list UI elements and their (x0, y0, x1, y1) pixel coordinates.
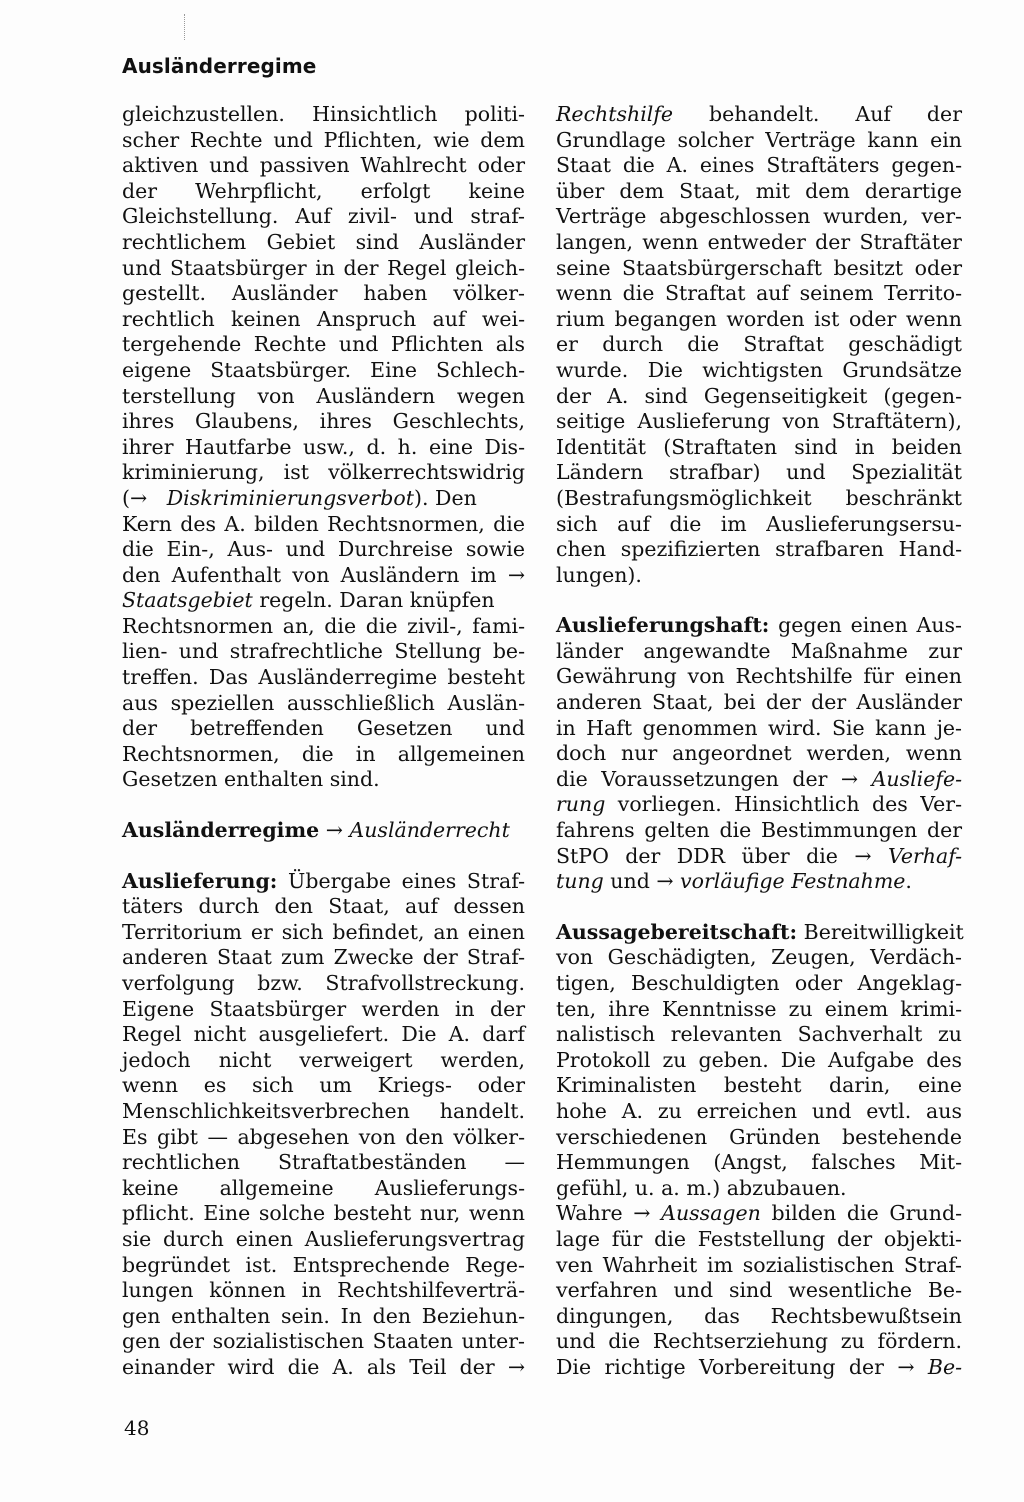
entry-headword: Aussagebereitschaft: (556, 919, 798, 944)
text-line: und Staatsbürger in der Regel gleich- (122, 255, 525, 280)
text-line: treffen. Das Ausländerregime besteht (122, 665, 525, 690)
text-line-with-reference (122, 486, 525, 512)
entry-headword: Auslieferung: (122, 868, 278, 893)
text-line: länder angewandte Maßnahme zur (556, 638, 962, 663)
page-number: 48 (124, 1416, 150, 1440)
text-fragment: vorliegen. Hinsichtlich des Ver- (605, 792, 962, 817)
cross-reference-link[interactable]: Verhaf- (887, 843, 962, 868)
text-line: der A. sind Gegenseitigkeit (gegen- (556, 383, 962, 408)
text-line: Verträge abgeschlossen wurden, ver- (556, 204, 962, 229)
text-line: pflicht. Eine solche besteht nur, wenn (122, 1201, 525, 1226)
text-line: Gewährung von Rechtshilfe für einen (556, 664, 962, 689)
text-line: die Ein-, Aus- und Durchreise sowie (122, 537, 525, 562)
text-line: ihrer Hautfarbe usw., d. h. eine Dis- (122, 434, 525, 459)
text-line (122, 818, 525, 844)
cross-reference-link[interactable]: vorläufige Festnahme (680, 869, 906, 894)
text-fragment: ). Den (414, 485, 477, 510)
text-line: über dem Staat, mit dem derartige (556, 178, 962, 203)
left-column (122, 102, 525, 1381)
text-line: langen, wenn entweder der Straftäter (556, 229, 962, 254)
text-line: kriminierung, ist völkerrechtswidrig (122, 460, 525, 485)
text-line: nalistisch relevanten Sachverhalt zu (556, 1022, 962, 1047)
entry-auslieferungshaft (556, 613, 962, 895)
text-line: scher Rechte und Pflichten, wie dem (122, 127, 525, 152)
text-line: anderen Staat, bei der der Ausländer (556, 690, 962, 715)
text-line-with-reference (556, 869, 962, 895)
text-fragment: regeln. Daran knüpfen (252, 588, 495, 613)
text-line: Territorium er sich befindet, an einen (122, 919, 525, 944)
text-fragment: gegen einen Aus- (769, 613, 962, 638)
text-line: rechtlichen Straftatbeständen — (122, 1150, 525, 1175)
text-line: gen der sozialistischen Staaten unter- (122, 1329, 525, 1354)
text-line: der Wehrpflicht, erfolgt keine (122, 178, 525, 203)
text-line: hohe A. zu erreichen und evtl. aus (556, 1098, 962, 1123)
text-line: er durch die Straftat geschädigt (556, 332, 962, 357)
text-line: anderen Staat zum Zwecke der Straf- (122, 945, 525, 970)
text-line: tigen, Beschuldigten oder Angeklag- (556, 971, 962, 995)
text-line: Protokoll zu geben. Die Aufgabe des (556, 1047, 962, 1072)
text-line: lungen). (556, 562, 642, 587)
text-line: verschiedenen Gründen bestehende (556, 1124, 962, 1149)
text-line: einander wird die A. als Teil der → (122, 1354, 525, 1379)
cross-reference-link[interactable]: Staatsgebiet (122, 588, 253, 613)
cross-reference-link[interactable]: rung (556, 792, 606, 817)
text-line-with-reference (556, 844, 962, 870)
text-line: Regel nicht ausgeliefert. Die A. darf (122, 1022, 525, 1047)
text-line: ten, ihre Kenntnisse zu einem krimi- (556, 996, 962, 1021)
cross-reference-link[interactable]: tung (556, 869, 604, 894)
entry-aussagebereitschaft (556, 920, 962, 1381)
text-line: Eigene Staatsbürger werden in der (122, 996, 525, 1021)
text-line (556, 920, 962, 946)
text-line: und die Rechtserziehung zu fördern. (556, 1329, 962, 1354)
ref-arrow: (→ (122, 485, 148, 510)
text-line: der betreffenden Gesetzen und (122, 716, 525, 741)
text-line: sie durch einen Auslieferungsvertrag (122, 1226, 525, 1251)
text-line: gestellt. Ausländer haben völker- (122, 281, 525, 306)
text-fragment: . (905, 869, 912, 894)
cross-reference-link[interactable]: Ausländerrecht (349, 818, 510, 843)
ref-arrow: → (319, 818, 350, 843)
text-line: Gleichstellung. Auf zivil- und straf- (122, 204, 525, 229)
cross-reference-link[interactable]: Rechtshilfe (556, 102, 674, 126)
text-line: rechtlich keinen Anspruch auf wei- (122, 306, 525, 331)
text-line-with-reference (556, 792, 962, 818)
text-line: verfahren und sind wesentliche Be- (556, 1278, 962, 1303)
text-line: Rechtsnormen an, die die zivil-, fami- (122, 613, 525, 638)
text-line: sich auf die im Auslieferungsersu- (556, 511, 962, 536)
text-line-with-reference (556, 1201, 962, 1227)
text-line: doch nur angeordnet werden, wenn (556, 741, 962, 766)
text-line: seitige Auslieferung von Straftätern), (556, 409, 962, 434)
running-head: Ausländerregime (122, 54, 317, 78)
text-line-with-reference (122, 588, 525, 614)
text-line: verfolgung bzw. Strafvollstreckung. (122, 971, 525, 995)
text-line: Rechtsnormen, die in allgemeinen (122, 741, 525, 766)
text-fragment: Übergabe eines Straf- (277, 868, 525, 893)
cross-reference-link[interactable]: Aussagen (661, 1201, 761, 1226)
entry-auslieferung (122, 869, 525, 1381)
text-line: Kriminalisten besteht darin, eine (556, 1073, 962, 1098)
text-line: rechtlichem Gebiet sind Ausländer (122, 229, 525, 254)
text-line: gen enthalten sein. In den Beziehun- (122, 1303, 525, 1328)
text-line: begründet ist. Entsprechende Rege- (122, 1252, 525, 1277)
text-line: lungen können in Rechtshilfeverträ- (122, 1278, 525, 1303)
text-line: ven Wahrheit im sozialistischen Straf- (556, 1252, 962, 1277)
text-line: keine allgemeine Auslieferungs- (122, 1175, 525, 1200)
text-line: Kern des A. bilden Rechtsnormen, die (122, 511, 525, 536)
text-line: lage für die Feststellung der objekti- (556, 1226, 962, 1251)
text-line: tergehende Rechte und Pflichten als (122, 332, 525, 357)
text-line: terstellung von Ausländern wegen (122, 383, 525, 408)
text-line: Ländern strafbar) und Spezialität (556, 460, 962, 485)
text-line: gefühl, u. a. m.) abzubauen. (556, 1175, 847, 1200)
text-line: wenn die Straftat auf seinem Territo- (556, 281, 962, 306)
text-line: ihres Glaubens, ihres Geschlechts, (122, 409, 525, 434)
entry-headword: Ausländerregime (122, 818, 320, 843)
text-fragment: Bereitwilligkeit (797, 919, 964, 944)
cross-reference-link[interactable]: Be- (927, 1354, 962, 1379)
text-line: seine Staatsbürgerschaft besitzt oder (556, 255, 962, 280)
text-line: eigene Staatsbürger. Eine Schlech- (122, 357, 525, 382)
text-line: Es gibt — abgesehen von den völker- (122, 1124, 525, 1149)
text-fragment: Die richtige Vorbereitung der → (556, 1354, 928, 1379)
text-fragment: Wahre → (556, 1201, 662, 1226)
entry-headword: Auslieferungshaft: (556, 613, 770, 638)
text-line: in Haft genommen wird. Sie kann je- (556, 715, 962, 740)
right-column (556, 102, 962, 1381)
text-line: wurde. Die wichtigsten Grundsätze (556, 357, 962, 382)
text-line: rium begangen worden ist oder wenn (556, 306, 962, 331)
text-line: Hemmungen (Angst, falsches Mit- (556, 1150, 962, 1175)
text-line-with-reference (556, 102, 962, 128)
text-line-with-reference (556, 1355, 962, 1381)
text-line: jedoch nicht verweigert werden, (122, 1047, 525, 1072)
text-line: Gesetzen enthalten sind. (122, 767, 380, 792)
text-line: wenn es sich um Kriegs- oder (122, 1073, 525, 1098)
text-line: Identität (Straftaten sind in beiden (556, 434, 962, 459)
cross-reference-link[interactable]: Diskriminierungsverbot (166, 485, 414, 510)
text-line: Grundlage solcher Verträge kann ein (556, 127, 962, 152)
scan-mark (184, 14, 187, 40)
text-line: fahrens gelten die Bestimmungen der (556, 818, 962, 843)
text-fragment: bilden die Grund- (760, 1201, 963, 1226)
entry-auslaenderregime-xref (122, 818, 525, 844)
text-line: von Geschädigten, Zeugen, Verdäch- (556, 945, 962, 970)
paragraph-auslaenderrecht-continued (122, 102, 525, 793)
text-line (122, 869, 525, 895)
text-line: dingungen, das Rechtsbewußtsein (556, 1303, 962, 1328)
text-line: (Bestrafungsmöglichkeit beschränkt (556, 485, 962, 510)
text-line: aus speziellen ausschließlich Auslän- (122, 690, 525, 715)
text-line: Staat die A. eines Straftäters gegen- (556, 153, 962, 178)
text-line: aktiven und passiven Wahlrecht oder (122, 153, 525, 178)
cross-reference-link[interactable]: Ausliefe- (871, 766, 962, 791)
text-line: chen spezifizierten strafbaren Hand- (556, 537, 962, 562)
text-fragment: und → (603, 869, 681, 894)
text-line: Menschlichkeitsverbrechen handelt. (122, 1098, 525, 1123)
entry-auslieferung-continued (556, 102, 962, 588)
text-line: täters durch den Staat, auf dessen (122, 894, 525, 919)
text-line (556, 613, 962, 639)
text-line: gleichzustellen. Hinsichtlich politi- (122, 102, 525, 126)
text-fragment: die Voraussetzungen der → (556, 766, 872, 791)
text-line: den Aufenthalt von Ausländern im → (122, 562, 525, 587)
text-line-with-reference (556, 767, 962, 793)
text-fragment: behandelt. Auf der (673, 102, 962, 126)
text-line: lien- und strafrechtliche Stellung be- (122, 639, 525, 664)
text-fragment: StPO der DDR über die → (556, 843, 888, 868)
